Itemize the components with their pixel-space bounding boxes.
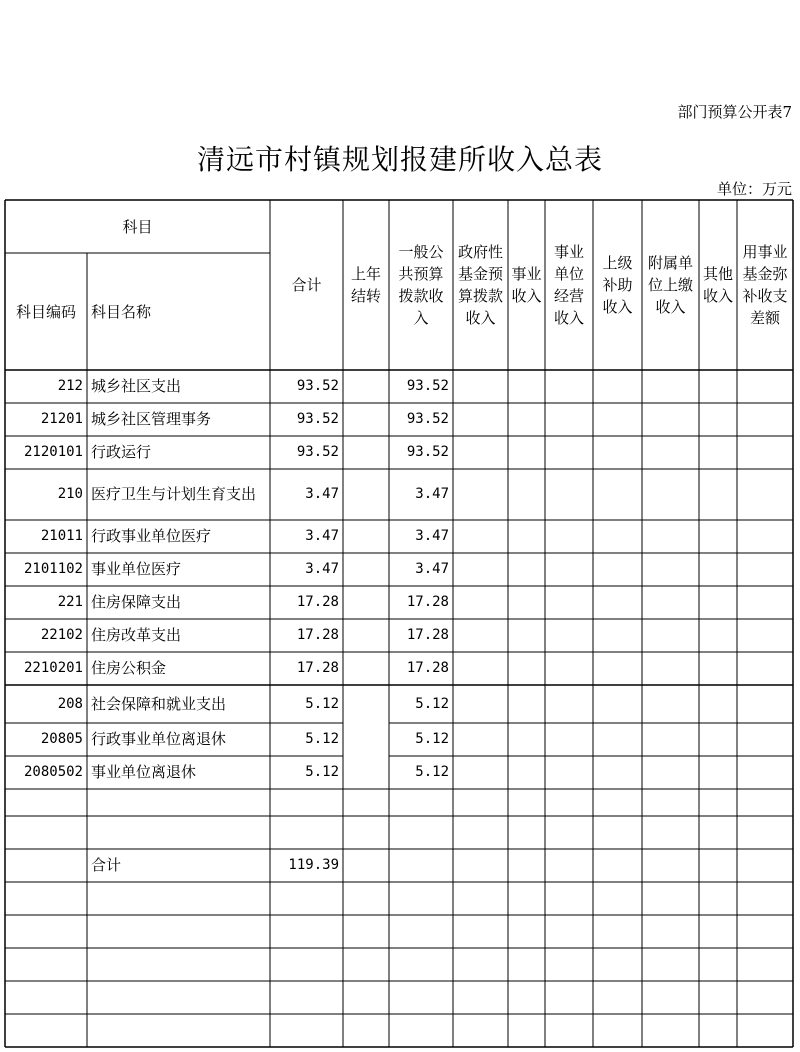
- row-general: 5.12: [415, 764, 449, 780]
- row-name: 城乡社区支出: [91, 377, 182, 395]
- row-general: 3.47: [415, 528, 449, 544]
- header-carryover: 上年结转: [350, 265, 381, 305]
- row-code: 212: [57, 378, 83, 394]
- row-name: 行政运行: [91, 443, 152, 461]
- row-name: 行政事业单位离退休: [91, 730, 227, 748]
- row-code: 221: [57, 594, 83, 610]
- row-name: 事业单位医疗: [91, 560, 182, 578]
- row-code: 21201: [40, 411, 83, 427]
- row-general: 5.12: [415, 695, 449, 712]
- row-total: 3.47: [305, 486, 339, 502]
- form-label: 部门预算公开表7: [677, 103, 792, 121]
- row-code: 20805: [40, 731, 83, 747]
- header-code: 科目编码: [15, 302, 76, 321]
- row-total: 17.28: [296, 627, 339, 643]
- row-code: 2210201: [23, 660, 83, 676]
- row-code: 2080502: [23, 764, 83, 780]
- row-total: 5.12: [305, 731, 339, 747]
- row-general: 3.47: [415, 561, 449, 577]
- row-code: 22102: [40, 627, 83, 643]
- row-code: 21011: [40, 528, 83, 544]
- row-code: 208: [57, 695, 83, 712]
- row-name: 社会保障和就业支出: [91, 694, 227, 713]
- header-reserve: 用事业基金弥补收支差额: [742, 243, 788, 327]
- header-operating: 事业单位经营收入: [553, 243, 584, 327]
- row-total: 93.52: [296, 378, 339, 394]
- header-other: 其他收入: [702, 265, 733, 305]
- row-name: 住房改革支出: [91, 626, 182, 644]
- row-name: 城乡社区管理事务: [91, 410, 212, 428]
- row-total: 5.12: [305, 695, 339, 712]
- unit-label: 单位：万元: [716, 180, 792, 198]
- row-name: 行政事业单位医疗: [91, 527, 212, 545]
- row-general: 17.28: [406, 594, 449, 610]
- header-subject: 科目: [122, 217, 153, 236]
- row-general: 5.12: [415, 731, 449, 747]
- row-general: 93.52: [406, 411, 449, 427]
- row-general: 3.47: [415, 486, 449, 502]
- header-general: 一般公共预算拨款收入: [398, 243, 444, 327]
- row-code: 210: [57, 486, 83, 502]
- row-general: 93.52: [406, 444, 449, 460]
- row-general: 17.28: [406, 660, 449, 676]
- header-name: 科目名称: [91, 302, 152, 321]
- row-total: 93.52: [296, 411, 339, 427]
- row-total: 17.28: [296, 594, 339, 610]
- row-code: 2101102: [23, 561, 83, 577]
- row-name: 住房公积金: [91, 659, 167, 677]
- row-total: 17.28: [296, 660, 339, 676]
- header-subsidy: 上级补助收入: [602, 254, 633, 316]
- row-code: 2120101: [23, 444, 83, 460]
- header-affiliated: 附属单位上缴收入: [647, 254, 693, 316]
- row-name: 医疗卫生与计划生育支出: [91, 485, 257, 503]
- sum-total: 119.39: [288, 857, 339, 873]
- row-total: 5.12: [305, 764, 339, 780]
- sum-label: 合计: [91, 856, 122, 874]
- row-total: 93.52: [296, 444, 339, 460]
- row-general: 17.28: [406, 627, 449, 643]
- header-fund: 政府性基金预算拨款收入: [457, 243, 503, 327]
- row-total: 3.47: [305, 528, 339, 544]
- header-total: 合计: [291, 276, 322, 294]
- header-business: 事业收入: [511, 265, 542, 305]
- page-title: 清远市村镇规划报建所收入总表: [196, 143, 603, 176]
- row-general: 93.52: [406, 378, 449, 394]
- row-total: 3.47: [305, 561, 339, 577]
- row-name: 住房保障支出: [91, 593, 182, 611]
- row-name: 事业单位离退休: [91, 763, 197, 781]
